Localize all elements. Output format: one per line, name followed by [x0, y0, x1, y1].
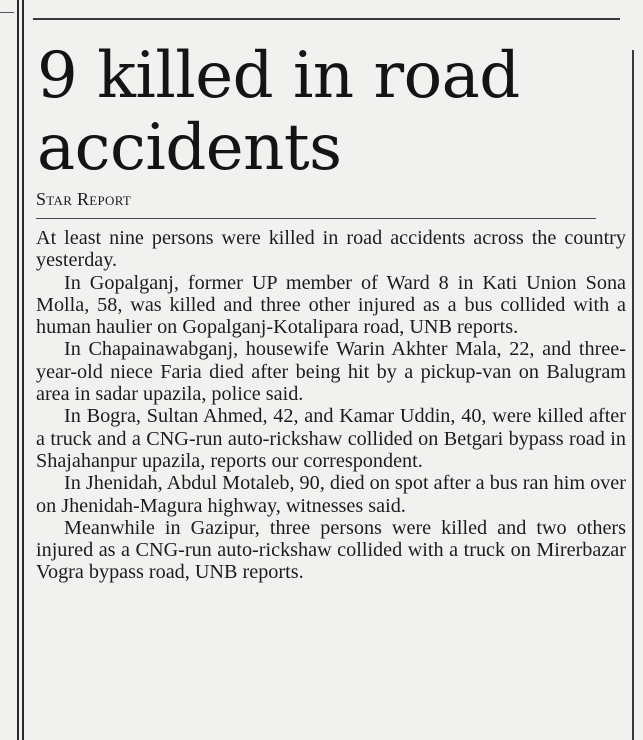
- article-body: [36, 227, 626, 584]
- paragraph: In Jhenidah, Abdul Motaleb, 90, died on spot after a bus ran him over on Jhenidah-Magura highway, witnesses said.: [36, 472, 626, 517]
- paragraph: Meanwhile in Gazipur, three persons were killed and two others injured as a CNG-run auto-rickshaw collided with a truck on Mirerbazar Vogra bypass road, UNB reports.: [36, 516, 626, 584]
- left-margin-tick: [0, 12, 14, 13]
- paragraph: At least nine persons were killed in road accidents across the country yesterday.: [36, 227, 626, 272]
- paragraph: In Chapainawabganj, housewife Warin Akhter Mala, 22, and three-year-old niece Faria died after being hit by a pickup-van on Balugram area in sadar upazila, police said.: [36, 338, 626, 406]
- headline: 9 killed in road accidents: [37, 39, 520, 185]
- left-column-rule: [17, 0, 19, 740]
- paragraph: In Gopalganj, former UP member of Ward 8 in Kati Union Sona Molla, 58, was killed and three other injured as a bus collided with a human haulier on Gopalganj-Kotalipara road, UNB reports.: [36, 271, 626, 339]
- left-column-rule-inner: [22, 0, 24, 740]
- news-article: [33, 20, 633, 584]
- byline: Star Report: [36, 189, 596, 219]
- paragraph: In Bogra, Sultan Ahmed, 42, and Kamar Uddin, 40, were killed after a truck and a CNG-run auto-rickshaw collided on Betgari bypass road in Shajahanpur upazila, reports our correspondent.: [36, 405, 626, 472]
